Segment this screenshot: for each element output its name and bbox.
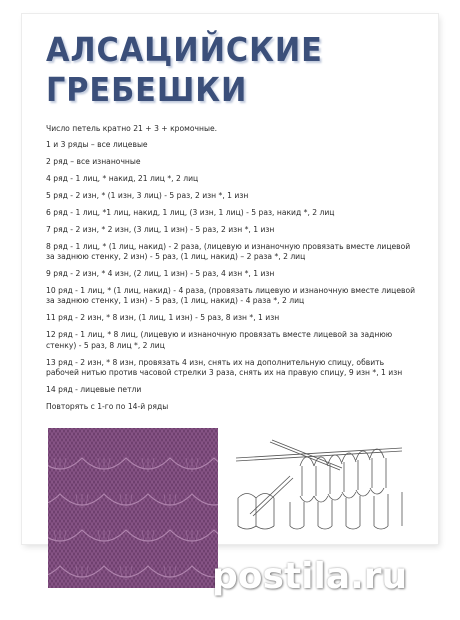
- title-line-1: АЛСАЦИЙСКИЕ: [46, 30, 323, 69]
- fabric-pattern-image: [48, 428, 218, 588]
- row-instruction: 6 ряд - 1 лиц, *1 лиц, накид, 1 лиц, (3 изн, 1 лиц) - 5 раз, накид *, 2 лиц: [46, 208, 335, 218]
- row-instruction: 8 ряд - 1 лиц, * (1 лиц, накид) - 2 раза, (лицевую и изнаночную провязать вместе лицевой за заднюю стенку, 2 изн) - 5 раз, (1 лиц, накид) – 2 раза *, 2 лиц: [46, 241, 411, 262]
- row-instruction: 5 ряд - 2 изн, * (1 изн, 3 лиц) - 5 раз, 2 изн *, 1 изн: [46, 191, 249, 201]
- row-instruction: 7 ряд - 2 изн, * 2 изн, (3 лиц, 1 изн) - 5 раз, 2 изн *, 1 изн: [46, 224, 275, 234]
- watermark-text: postila.ru: [212, 556, 408, 597]
- instructions-text: [46, 124, 418, 419]
- stitch-count: Число петель кратно 21 + 3 + кромочные.: [46, 124, 218, 133]
- row-instruction: 11 ряд - 2 изн, * 8 изн, (1 лиц, 1 изн) - 5 раз, 8 изн *, 1 изн: [46, 313, 280, 323]
- row-instruction: 1 и 3 ряды – все лицевые: [46, 140, 148, 150]
- row-instruction: 14 ряд - лицевые петли: [46, 384, 142, 394]
- stitch-diagram: [230, 436, 410, 532]
- site-watermark: [212, 556, 407, 597]
- row-instruction: 9 ряд - 2 изн, * 4 изн, (2 лиц, 1 изн) - 5 раз, 4 изн *, 1 изн: [46, 269, 275, 279]
- repeat-note: Повторять с 1-го по 14-й ряды: [46, 401, 169, 411]
- knitted-fabric-photo: [48, 428, 218, 588]
- title-line-2: ГРЕБЕШКИ: [46, 70, 248, 109]
- row-instruction: 4 ряд - 1 лиц, * накид, 21 лиц *, 2 лиц: [46, 174, 199, 184]
- row-instruction: 2 ряд – все изнаночные: [46, 157, 141, 167]
- needle-technique-drawing: [230, 436, 410, 532]
- row-instruction: 13 ряд - 2 изн, * 8 изн, провязать 4 изн, снять их на дополнительную спицу, обвить рабочей нитью против часовой стрелки 3 раза, снять их на правую спицу, 9 изн *, 1 изн: [46, 357, 403, 377]
- row-instruction: 12 ряд - 1 лиц, * 8 лиц, (лицевую и изнаночную провязать вместе лицевой за заднюю стенку) - 5 раз, 8 лиц *, 2 лиц: [46, 330, 393, 350]
- row-instruction: 10 ряд - 1 лиц, * (1 лиц, накид) - 4 раза, (провязать лицевую и изнаночную вместе лицевой за заднюю стенку, 1 изн) - 5 раз, (1 лиц, накид) - 4 раза *, 2 лиц: [46, 286, 416, 306]
- page-title: [46, 30, 323, 110]
